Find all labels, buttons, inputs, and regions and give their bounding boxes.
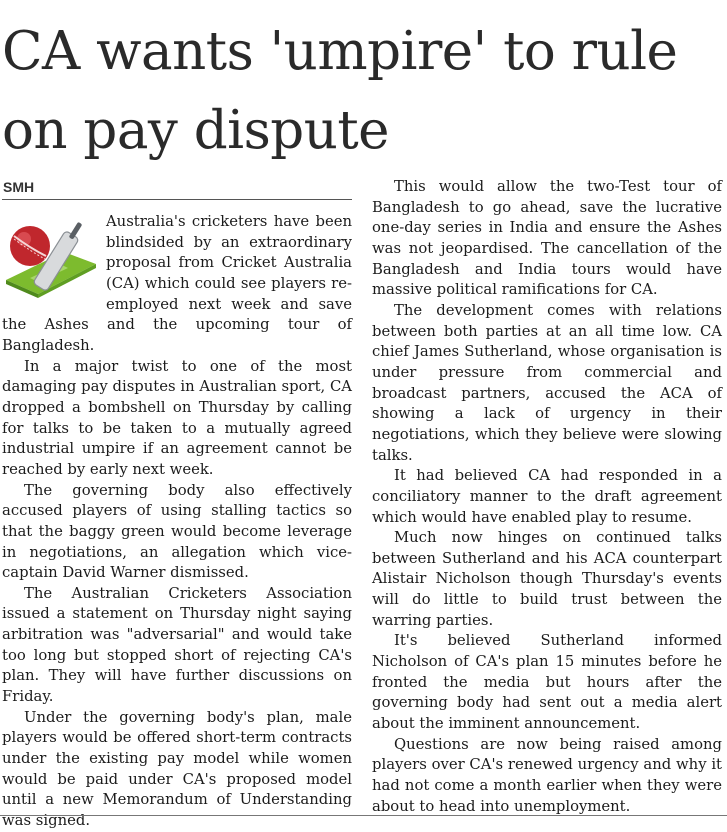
paragraph: It had believed CA had responded in a conciliatory manner to the draft agreement which would have enabled play to resume. (372, 467, 722, 526)
paragraph: In a major twist to one of the most damaging pay disputes in Australian sport, CA dropped a bombshell on Thursday by calling for talks to be taken to a mutually agreed industrial umpire if an agreement cannot be reached by early next week. (2, 357, 352, 478)
paragraph: Australia's cricketers have been blindsided by an extraordinary proposal from Cricket Australia (CA) which could see players re-employed next week and save the Ashes and the upcoming tour of Bangladesh. (2, 213, 352, 354)
paragraph: Questions are now being raised among players over CA's renewed urgency and why it had not come a month earlier when they were about to head into unemployment. (372, 735, 722, 815)
byline-divider (2, 199, 352, 200)
byline: SMH (3, 179, 35, 195)
paragraph: The Australian Cricketers Association issued a statement on Thursday night saying arbitration was "adversarial" and would take too long but stopped short of rejecting CA's plan. They will have further discussions on Friday. (2, 584, 352, 706)
headline: CA wants 'umpire' to rule on pay dispute (2, 21, 678, 161)
paragraph: It's believed Sutherland informed Nicholson of CA's plan 15 minutes before he fronted the media but hours after the governing body had sent out a media alert about the imminent announcement. (372, 632, 722, 733)
bottom-divider (0, 815, 727, 816)
paragraph: The development comes with relations between both parties at an all time low. CA chief James Sutherland, whose organisation is under pressure from commercial and broadcast partners, accused the ACA of showing a lack of urgency in their negotiations, which they believe were slowing talks. (372, 301, 722, 464)
article-column-left (2, 212, 352, 832)
paragraph: Much now hinges on continued talks between Sutherland and his ACA counterpart Alistair Nicholson though Thursday's events will do little to build trust between the warring parties. (372, 529, 722, 629)
article-column-right (372, 177, 722, 817)
paragraph: This would allow the two-Test tour of Bangladesh to go ahead, save the lucrative one-day series in India and ensure the Ashes was not jeopardised. The cancellation of the Bangladesh and India tours would have massive political ramifications for CA. (372, 178, 722, 299)
cricket-ball-bat-icon (2, 212, 100, 312)
paragraph: Under the governing body's plan, male players would be offered short-term contracts under the existing pay model while women would be paid under CA's proposed model until a new Memorandum of Understanding was signed. (2, 708, 352, 830)
paragraph: The governing body also effectively accused players of using stalling tactics so that the baggy green would become leverage in negotiations, an allegation which vice-captain David Warner dismissed. (2, 481, 352, 582)
